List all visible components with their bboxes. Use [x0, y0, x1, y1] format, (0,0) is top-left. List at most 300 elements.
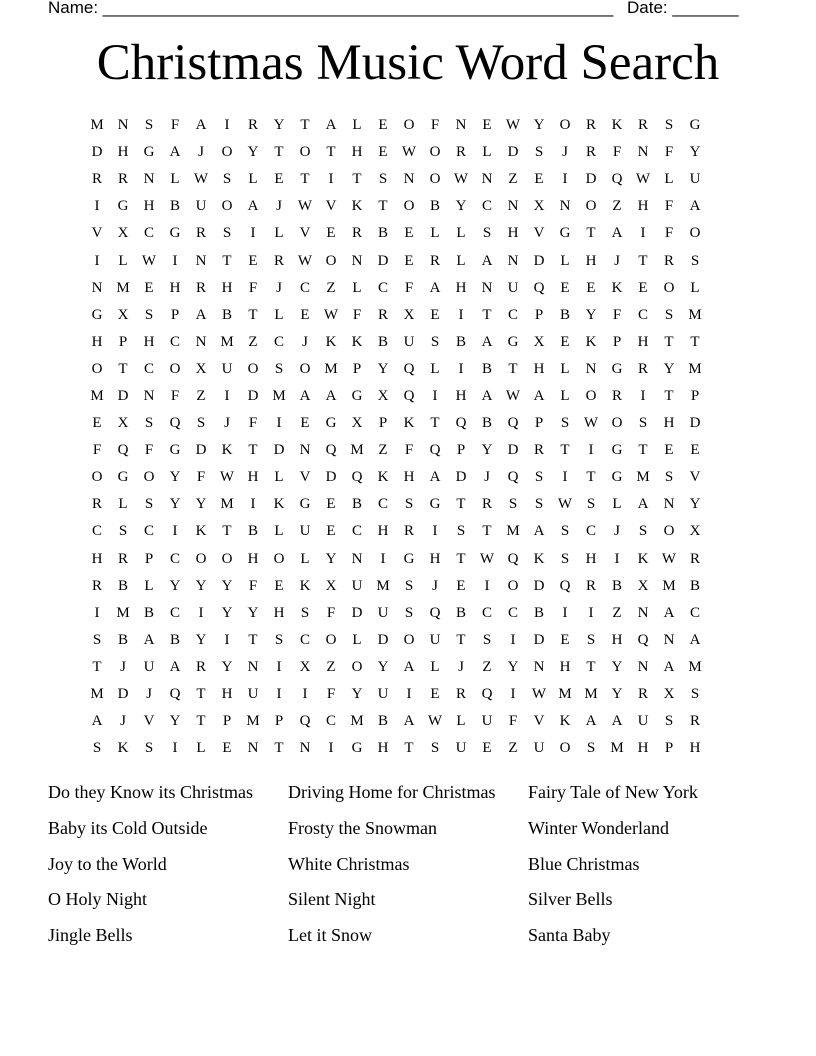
grid-row [84, 491, 734, 518]
grid-cell: D [117, 686, 129, 703]
word-list [48, 778, 768, 957]
grid-cell: Y [351, 686, 363, 703]
grid-cell: I [562, 469, 568, 486]
grid-cell: O [299, 360, 311, 377]
grid-cell: U [351, 577, 363, 594]
grid-cell: Z [612, 198, 622, 215]
grid-cell: Q [507, 550, 519, 567]
grid-cell: P [378, 415, 388, 432]
grid-cell: B [429, 198, 440, 215]
grid-cell: T [196, 713, 206, 730]
grid-cell: G [299, 496, 311, 513]
grid-cell: V [299, 225, 311, 242]
grid-cell: R [195, 279, 206, 296]
word-list-item: Driving Home for Christmas [288, 782, 496, 802]
grid-cell: R [247, 117, 258, 134]
grid-cell: J [120, 713, 126, 730]
grid-cell: C [585, 523, 596, 540]
grid-cell: P [612, 333, 622, 350]
grid-cell: G [689, 117, 701, 134]
grid-cell: Y [221, 577, 233, 594]
grid-cell: K [559, 713, 571, 730]
grid-cell: Q [637, 631, 649, 648]
grid-cell: L [118, 252, 128, 269]
grid-cell: T [586, 658, 596, 675]
grid-row [84, 247, 734, 274]
grid-cell: I [224, 117, 230, 134]
grid-cell: N [143, 387, 155, 404]
grid-cell: T [248, 306, 258, 323]
grid-cell: M [90, 686, 104, 703]
grid-cell: G [143, 144, 155, 161]
grid-cell: E [586, 279, 596, 296]
grid-cell: Z [378, 442, 388, 459]
grid-cell: M [90, 117, 104, 134]
grid-cell: R [91, 577, 102, 594]
grid-cell: H [247, 469, 259, 486]
grid-cell: L [430, 658, 440, 675]
grid-cell: I [406, 686, 412, 703]
grid-cell: I [484, 577, 490, 594]
grid-cell: C [325, 713, 336, 730]
page-title: Christmas Music Word Search [96, 35, 720, 91]
grid-cell: E [560, 279, 570, 296]
grid-cell: O [507, 577, 519, 594]
grid-cell: K [325, 333, 337, 350]
grid-cell: H [221, 279, 233, 296]
grid-cell: I [172, 252, 178, 269]
grid-cell: V [143, 713, 155, 730]
grid-cell: T [352, 171, 362, 188]
grid-cell: T [456, 550, 466, 567]
grid-cell: L [274, 225, 284, 242]
grid-cell: Z [248, 333, 258, 350]
grid-cell: J [484, 469, 490, 486]
grid-cell: O [351, 658, 363, 675]
grid-cell: B [611, 577, 622, 594]
grid-cell: J [562, 144, 568, 161]
grid-cell: X [637, 577, 649, 594]
grid-cell: E [326, 496, 336, 513]
grid-cell: J [224, 415, 230, 432]
grid-cell: T [300, 171, 310, 188]
grid-cell: H [455, 279, 467, 296]
grid-cell: W [661, 550, 677, 567]
grid-cell: N [481, 171, 493, 188]
grid-cell: S [430, 740, 440, 757]
grid-cell: I [250, 496, 256, 513]
grid-row [84, 139, 734, 166]
grid-cell: O [689, 225, 701, 242]
grid-cell: J [614, 523, 620, 540]
grid-cell: Y [325, 550, 337, 567]
grid-cell: N [117, 117, 129, 134]
grid-cell: Y [221, 658, 233, 675]
grid-cell: Z [612, 604, 622, 621]
grid-cell: I [458, 306, 464, 323]
grid-cell: D [377, 252, 389, 269]
grid-cell: C [481, 604, 492, 621]
grid-cell: Q [117, 442, 129, 459]
grid-cell: M [90, 387, 104, 404]
grid-cell: F [92, 442, 102, 459]
grid-cell: Y [169, 469, 181, 486]
grid-cell: U [247, 686, 259, 703]
grid-cell: F [352, 306, 362, 323]
grid-cell: O [663, 279, 675, 296]
grid-cell: T [664, 387, 674, 404]
grid-cell: A [429, 469, 441, 486]
grid-cell: X [351, 415, 363, 432]
grid-cell: W [401, 144, 417, 161]
grid-cell: T [222, 523, 232, 540]
grid-cell: S [586, 740, 596, 757]
grid-cell: I [640, 225, 646, 242]
grid-cell: H [585, 252, 597, 269]
grid-cell: H [429, 550, 441, 567]
grid-cell: E [300, 415, 310, 432]
grid-cell: K [195, 523, 207, 540]
grid-row [84, 302, 734, 329]
grid-cell: Y [169, 713, 181, 730]
grid-cell: C [143, 225, 154, 242]
grid-cell: Q [429, 604, 441, 621]
grid-cell: U [221, 360, 233, 377]
grid-cell: O [273, 550, 285, 567]
grid-row [84, 627, 734, 654]
grid-cell: C [507, 604, 518, 621]
grid-cell: O [143, 469, 155, 486]
grid-cell: T [248, 631, 258, 648]
grid-cell: U [429, 631, 441, 648]
grid-cell: S [664, 469, 674, 486]
grid-cell: B [533, 604, 544, 621]
grid-cell: G [403, 550, 415, 567]
grid-cell: M [116, 604, 130, 621]
grid-cell: O [429, 171, 441, 188]
grid-row [84, 708, 734, 735]
grid-cell: C [507, 306, 518, 323]
word-list-item: Joy to the World [48, 853, 167, 874]
grid-cell: I [94, 198, 100, 215]
grid-cell: T [560, 442, 570, 459]
grid-cell: N [481, 279, 493, 296]
grid-cell: M [506, 523, 520, 540]
grid-cell: A [533, 523, 545, 540]
grid-cell: K [351, 198, 363, 215]
grid-cell: L [560, 360, 570, 377]
grid-cell: Y [585, 306, 597, 323]
grid-cell: H [637, 740, 649, 757]
grid-cell: R [689, 550, 700, 567]
grid-cell: S [274, 631, 284, 648]
grid-cell: P [274, 713, 284, 730]
grid-cell: W [557, 496, 573, 513]
grid-row [84, 220, 734, 247]
grid-cell: L [352, 631, 362, 648]
grid-cell: X [663, 686, 675, 703]
grid-cell: H [663, 415, 675, 432]
grid-cell: F [404, 442, 414, 459]
grid-cell: Y [611, 658, 623, 675]
grid-cell: L [170, 171, 180, 188]
grid-cell: E [144, 279, 154, 296]
grid-cell: O [169, 360, 181, 377]
grid-cell: I [328, 171, 334, 188]
grid-cell: S [144, 306, 154, 323]
word-list-item: Winter Wonderland [528, 817, 669, 838]
grid-cell: A [247, 198, 259, 215]
grid-cell: G [169, 442, 181, 459]
grid-cell: I [302, 686, 308, 703]
grid-cell: K [117, 740, 129, 757]
grid-cell: A [143, 631, 155, 648]
grid-cell: C [143, 523, 154, 540]
grid-cell: L [274, 306, 284, 323]
grid-cell: P [144, 550, 154, 567]
grid-cell: L [248, 171, 258, 188]
grid-cell: Y [247, 604, 259, 621]
grid-cell: N [637, 604, 649, 621]
grid-cell: R [585, 144, 596, 161]
grid-cell: R [585, 577, 596, 594]
grid-cell: L [352, 279, 362, 296]
grid-cell: E [378, 117, 388, 134]
grid-cell: U [377, 686, 389, 703]
grid-cell: H [377, 523, 389, 540]
grid-cell: O [221, 144, 233, 161]
grid-cell: S [92, 631, 102, 648]
grid-cell: L [456, 252, 466, 269]
grid-row [84, 464, 734, 491]
grid-cell: P [456, 442, 466, 459]
grid-cell: B [455, 604, 466, 621]
grid-cell: H [91, 333, 103, 350]
grid-cell: P [534, 415, 544, 432]
grid-cell: M [272, 387, 286, 404]
grid-cell: L [274, 523, 284, 540]
grid-cell: O [221, 550, 233, 567]
grid-cell: D [689, 415, 701, 432]
grid-row [84, 573, 734, 600]
grid-cell: N [195, 333, 207, 350]
grid-cell: T [586, 225, 596, 242]
grid-cell: S [586, 631, 596, 648]
grid-cell: K [403, 415, 415, 432]
grid-cell: O [403, 117, 415, 134]
grid-row [84, 329, 734, 356]
grid-cell: W [531, 686, 547, 703]
grid-cell: Y [195, 577, 207, 594]
grid-cell: O [247, 360, 259, 377]
date-field[interactable]: Date: _______ [627, 0, 739, 17]
grid-cell: I [562, 171, 568, 188]
grid-cell: J [276, 279, 282, 296]
grid-cell: C [377, 279, 388, 296]
grid-cell: K [585, 333, 597, 350]
grid-cell: W [583, 415, 599, 432]
grid-cell: U [533, 740, 545, 757]
grid-cell: F [326, 604, 336, 621]
grid-cell: N [637, 658, 649, 675]
grid-row [84, 356, 734, 383]
grid-cell: E [664, 442, 674, 459]
grid-cell: R [611, 387, 622, 404]
grid-cell: R [637, 360, 648, 377]
grid-cell: M [584, 686, 598, 703]
grid-cell: G [559, 225, 571, 242]
grid-cell: R [117, 171, 128, 188]
grid-cell: P [222, 713, 232, 730]
grid-cell: Q [507, 469, 519, 486]
name-field[interactable]: Name: ______________________________________________________ [48, 0, 614, 17]
word-list-row [48, 778, 768, 814]
grid-cell: B [169, 198, 180, 215]
grid-cell: X [117, 306, 129, 323]
grid-cell: S [222, 171, 232, 188]
grid-cell: F [170, 117, 180, 134]
grid-cell: W [219, 469, 235, 486]
grid-cell: U [143, 658, 155, 675]
grid-cell: T [274, 144, 284, 161]
grid-cell: R [351, 225, 362, 242]
grid-cell: E [404, 225, 414, 242]
grid-cell: I [172, 740, 178, 757]
grid-cell: T [300, 117, 310, 134]
grid-cell: C [351, 523, 362, 540]
grid-cell: W [141, 252, 157, 269]
grid-cell: M [688, 658, 702, 675]
grid-cell: S [222, 225, 232, 242]
grid-cell: J [198, 144, 204, 161]
grid-cell: H [143, 198, 155, 215]
grid-cell: S [690, 686, 700, 703]
grid-cell: K [637, 550, 649, 567]
grid-cell: A [611, 225, 623, 242]
grid-cell: T [456, 631, 466, 648]
grid-cell: R [663, 252, 674, 269]
grid-cell: A [585, 713, 597, 730]
grid-cell: E [404, 252, 414, 269]
grid-cell: D [325, 469, 337, 486]
grid-row [84, 166, 734, 193]
grid-cell: N [247, 658, 259, 675]
grid-cell: F [404, 279, 414, 296]
grid-cell: D [507, 144, 519, 161]
grid-cell: W [297, 198, 313, 215]
grid-cell: H [247, 550, 259, 567]
grid-cell: F [196, 469, 206, 486]
grid-cell: X [377, 387, 389, 404]
grid-cell: N [299, 442, 311, 459]
grid-cell: S [274, 360, 284, 377]
grid-cell: H [273, 604, 285, 621]
grid-cell: J [146, 686, 152, 703]
grid-cell: Y [507, 658, 519, 675]
grid-cell: N [403, 171, 415, 188]
grid-cell: R [637, 117, 648, 134]
grid-cell: A [299, 387, 311, 404]
grid-cell: L [456, 225, 466, 242]
grid-cell: T [196, 686, 206, 703]
grid-row [84, 518, 734, 545]
grid-cell: P [690, 387, 700, 404]
grid-cell: F [248, 415, 258, 432]
grid-cell: S [430, 333, 440, 350]
grid-cell: H [559, 658, 571, 675]
grid-cell: B [221, 306, 232, 323]
grid-cell: V [299, 469, 311, 486]
grid-cell: L [560, 252, 570, 269]
grid-cell: O [559, 117, 571, 134]
grid-cell: Q [299, 713, 311, 730]
grid-cell: I [588, 604, 594, 621]
grid-cell: E [456, 577, 466, 594]
grid-cell: E [430, 686, 440, 703]
grid-cell: C [481, 198, 492, 215]
grid-cell: L [118, 496, 128, 513]
grid-cell: Q [481, 686, 493, 703]
grid-cell: D [117, 387, 129, 404]
grid-cell: H [637, 198, 649, 215]
grid-cell: L [144, 577, 154, 594]
grid-cell: B [481, 360, 492, 377]
grid-cell: I [224, 631, 230, 648]
grid-cell: E [274, 577, 284, 594]
grid-cell: Y [169, 577, 181, 594]
grid-cell: B [247, 523, 258, 540]
grid-cell: H [533, 360, 545, 377]
grid-cell: Y [689, 144, 701, 161]
grid-cell: E [222, 740, 232, 757]
grid-cell: A [481, 252, 493, 269]
grid-cell: A [663, 658, 675, 675]
grid-cell: S [456, 523, 466, 540]
grid-cell: M [688, 306, 702, 323]
grid-cell: S [664, 713, 674, 730]
grid-cell: L [456, 713, 466, 730]
grid-cell: Q [325, 442, 337, 459]
grid-cell: S [586, 496, 596, 513]
word-list-row [48, 921, 768, 957]
grid-cell: D [377, 631, 389, 648]
grid-cell: S [482, 225, 492, 242]
grid-cell: M [558, 686, 572, 703]
grid-cell: F [170, 387, 180, 404]
grid-cell: U [637, 713, 649, 730]
grid-cell: O [195, 550, 207, 567]
grid-cell: E [248, 252, 258, 269]
grid-cell: N [507, 198, 519, 215]
grid-cell: I [94, 604, 100, 621]
grid-cell: X [533, 333, 545, 350]
grid-cell: P [170, 306, 180, 323]
grid-cell: Y [247, 144, 259, 161]
grid-cell: S [404, 496, 414, 513]
grid-cell: G [117, 198, 129, 215]
grid-cell: Y [611, 686, 623, 703]
grid-cell: N [247, 740, 259, 757]
grid-cell: S [118, 523, 128, 540]
grid-cell: H [403, 469, 415, 486]
grid-cell: O [299, 144, 311, 161]
grid-cell: R [117, 550, 128, 567]
grid-cell: H [143, 333, 155, 350]
grid-cell: C [689, 604, 700, 621]
grid-cell: A [481, 387, 493, 404]
grid-cell: B [377, 333, 388, 350]
grid-cell: O [221, 198, 233, 215]
